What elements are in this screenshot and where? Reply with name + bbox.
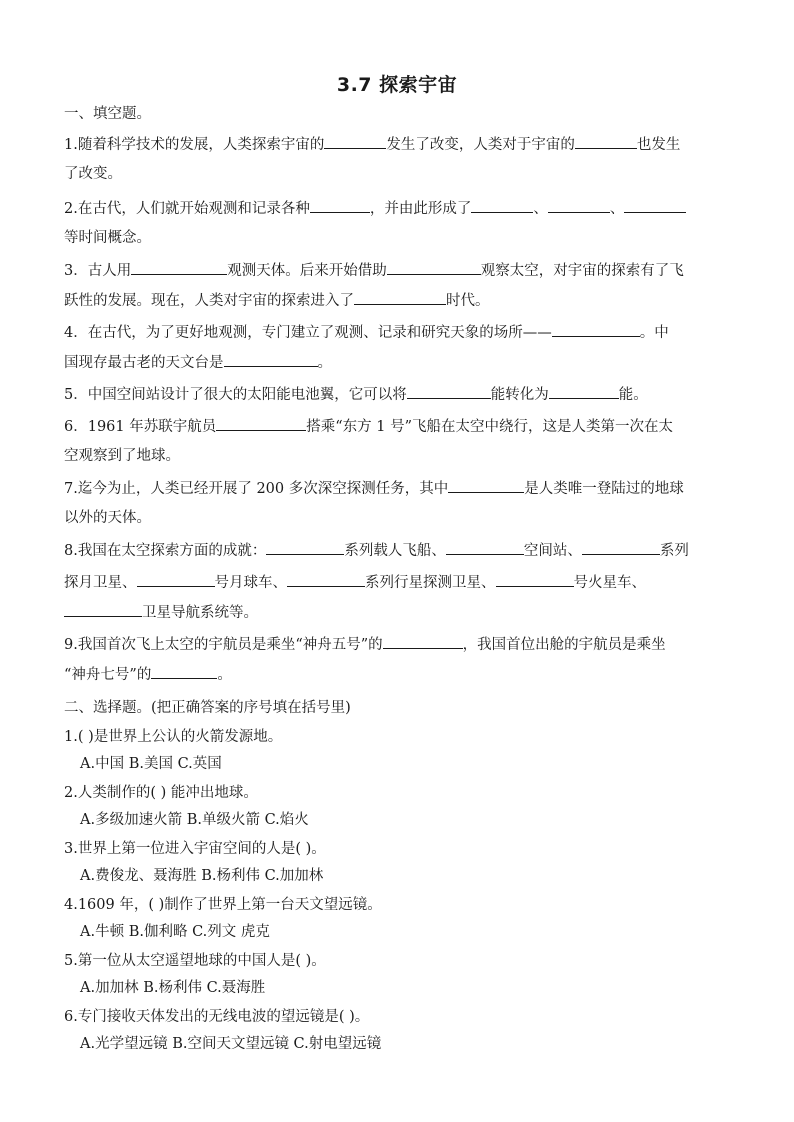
answer-blank[interactable] <box>310 198 370 213</box>
fill-line-15: 探月卫星、 号月球车、 系列行星探测卫星、 号火星车、 <box>64 572 646 593</box>
answer-blank[interactable] <box>582 540 660 555</box>
answer-blank[interactable] <box>151 664 217 679</box>
answer-blank[interactable] <box>552 322 640 337</box>
section2-heading: 二、选择题。(把正确答案的序号填在括号里) <box>64 700 351 716</box>
fill-line-9: 5．中国空间站设计了很大的太阳能电池翼，它可以将 能转化为 能。 <box>64 384 648 405</box>
page-title: 3.7 探索宇宙 <box>336 74 458 96</box>
answer-blank[interactable] <box>216 416 306 431</box>
answer-blank[interactable] <box>448 478 524 493</box>
fill-line-5: 3．古人用 观测天体。后来开始借助 观察太空，对宇宙的探索有了飞 <box>64 260 684 281</box>
fill-line-14: 8.我国在太空探索方面的成就： 系列载人飞船、 空间站、 系列 <box>64 540 689 561</box>
answer-blank[interactable] <box>287 572 365 587</box>
answer-blank[interactable] <box>354 290 446 305</box>
choice-question: 5.第一位从太空遥望地球的中国人是( )。 <box>64 953 326 969</box>
choice-options[interactable]: A.费俊龙、聂海胜 B.杨利伟 C.加加林 <box>80 868 324 884</box>
answer-blank[interactable] <box>548 198 610 213</box>
choice-question: 4.1609 年，( )制作了世界上第一台天文望远镜。 <box>64 897 382 913</box>
choice-question: 2.人类制作的( ) 能冲出地球。 <box>64 785 258 801</box>
answer-blank[interactable] <box>446 540 524 555</box>
answer-blank[interactable] <box>137 572 215 587</box>
choice-options[interactable]: A.光学望远镜 B.空间天文望远镜 C.射电望远镜 <box>80 1036 382 1052</box>
fill-line-12: 7.迄今为止，人类已经开展了 200 多次深空探测任务，其中 是人类唯一登陆过的地球 <box>64 478 684 499</box>
answer-blank[interactable] <box>549 384 619 399</box>
fill-line-17: 9.我国首次飞上太空的宇航员是乘坐“神舟五号”的 ，我国首位出舱的宇航员是乘坐 <box>64 634 666 655</box>
choice-question: 3.世界上第一位进入宇宙空间的人是( )。 <box>64 841 326 857</box>
fill-line-11: 空观察到了地球。 <box>64 448 180 464</box>
answer-blank[interactable] <box>324 134 386 149</box>
answer-blank[interactable] <box>471 198 533 213</box>
answer-blank[interactable] <box>624 198 686 213</box>
answer-blank[interactable] <box>224 352 318 367</box>
fill-line-3: 2.在古代，人们就开始观测和记录各种 ，并由此形成了 、 、 <box>64 198 686 219</box>
choice-options[interactable]: A.加加林 B.杨利伟 C.聂海胜 <box>80 980 266 996</box>
answer-blank[interactable] <box>64 602 142 617</box>
fill-line-7: 4．在古代，为了更好地观测，专门建立了观测、记录和研究天象的场所—— 。中 <box>64 322 669 343</box>
section1-heading: 一、填空题。 <box>64 106 151 122</box>
answer-blank[interactable] <box>575 134 637 149</box>
fill-line-8: 国现存最古老的天文台是 。 <box>64 352 332 373</box>
answer-blank[interactable] <box>383 634 463 649</box>
answer-blank[interactable] <box>266 540 344 555</box>
fill-line-6: 跃性的发展。现在，人类对宇宙的探索进入了 时代。 <box>64 290 490 311</box>
fill-line-18: “神舟七号”的 。 <box>64 664 232 685</box>
answer-blank[interactable] <box>131 260 227 275</box>
fill-line-16: 卫星导航系统等。 <box>64 602 258 623</box>
fill-line-1: 1.随着科学技术的发展，人类探索宇宙的 发生了改变，人类对于宇宙的 也发生 <box>64 134 680 155</box>
fill-line-4: 等时间概念。 <box>64 230 151 246</box>
choice-options[interactable]: A.牛顿 B.伽利略 C.列文 虎克 <box>80 924 270 940</box>
fill-line-13: 以外的天体。 <box>64 510 151 526</box>
choice-question: 6.专门接收天体发出的无线电波的望远镜是( )。 <box>64 1009 370 1025</box>
fill-line-2: 了改变。 <box>64 166 122 182</box>
choice-options[interactable]: A.多级加速火箭 B.单级火箭 C.焰火 <box>80 812 309 828</box>
choice-options[interactable]: A.中国 B.美国 C.英国 <box>80 756 222 772</box>
answer-blank[interactable] <box>407 384 491 399</box>
answer-blank[interactable] <box>387 260 481 275</box>
answer-blank[interactable] <box>496 572 574 587</box>
fill-line-10: 6．1961 年苏联宇航员 搭乘“东方 1 号”飞船在太空中绕行，这是人类第一次在太 <box>64 416 673 437</box>
choice-question: 1.( )是世界上公认的火箭发源地。 <box>64 729 283 745</box>
